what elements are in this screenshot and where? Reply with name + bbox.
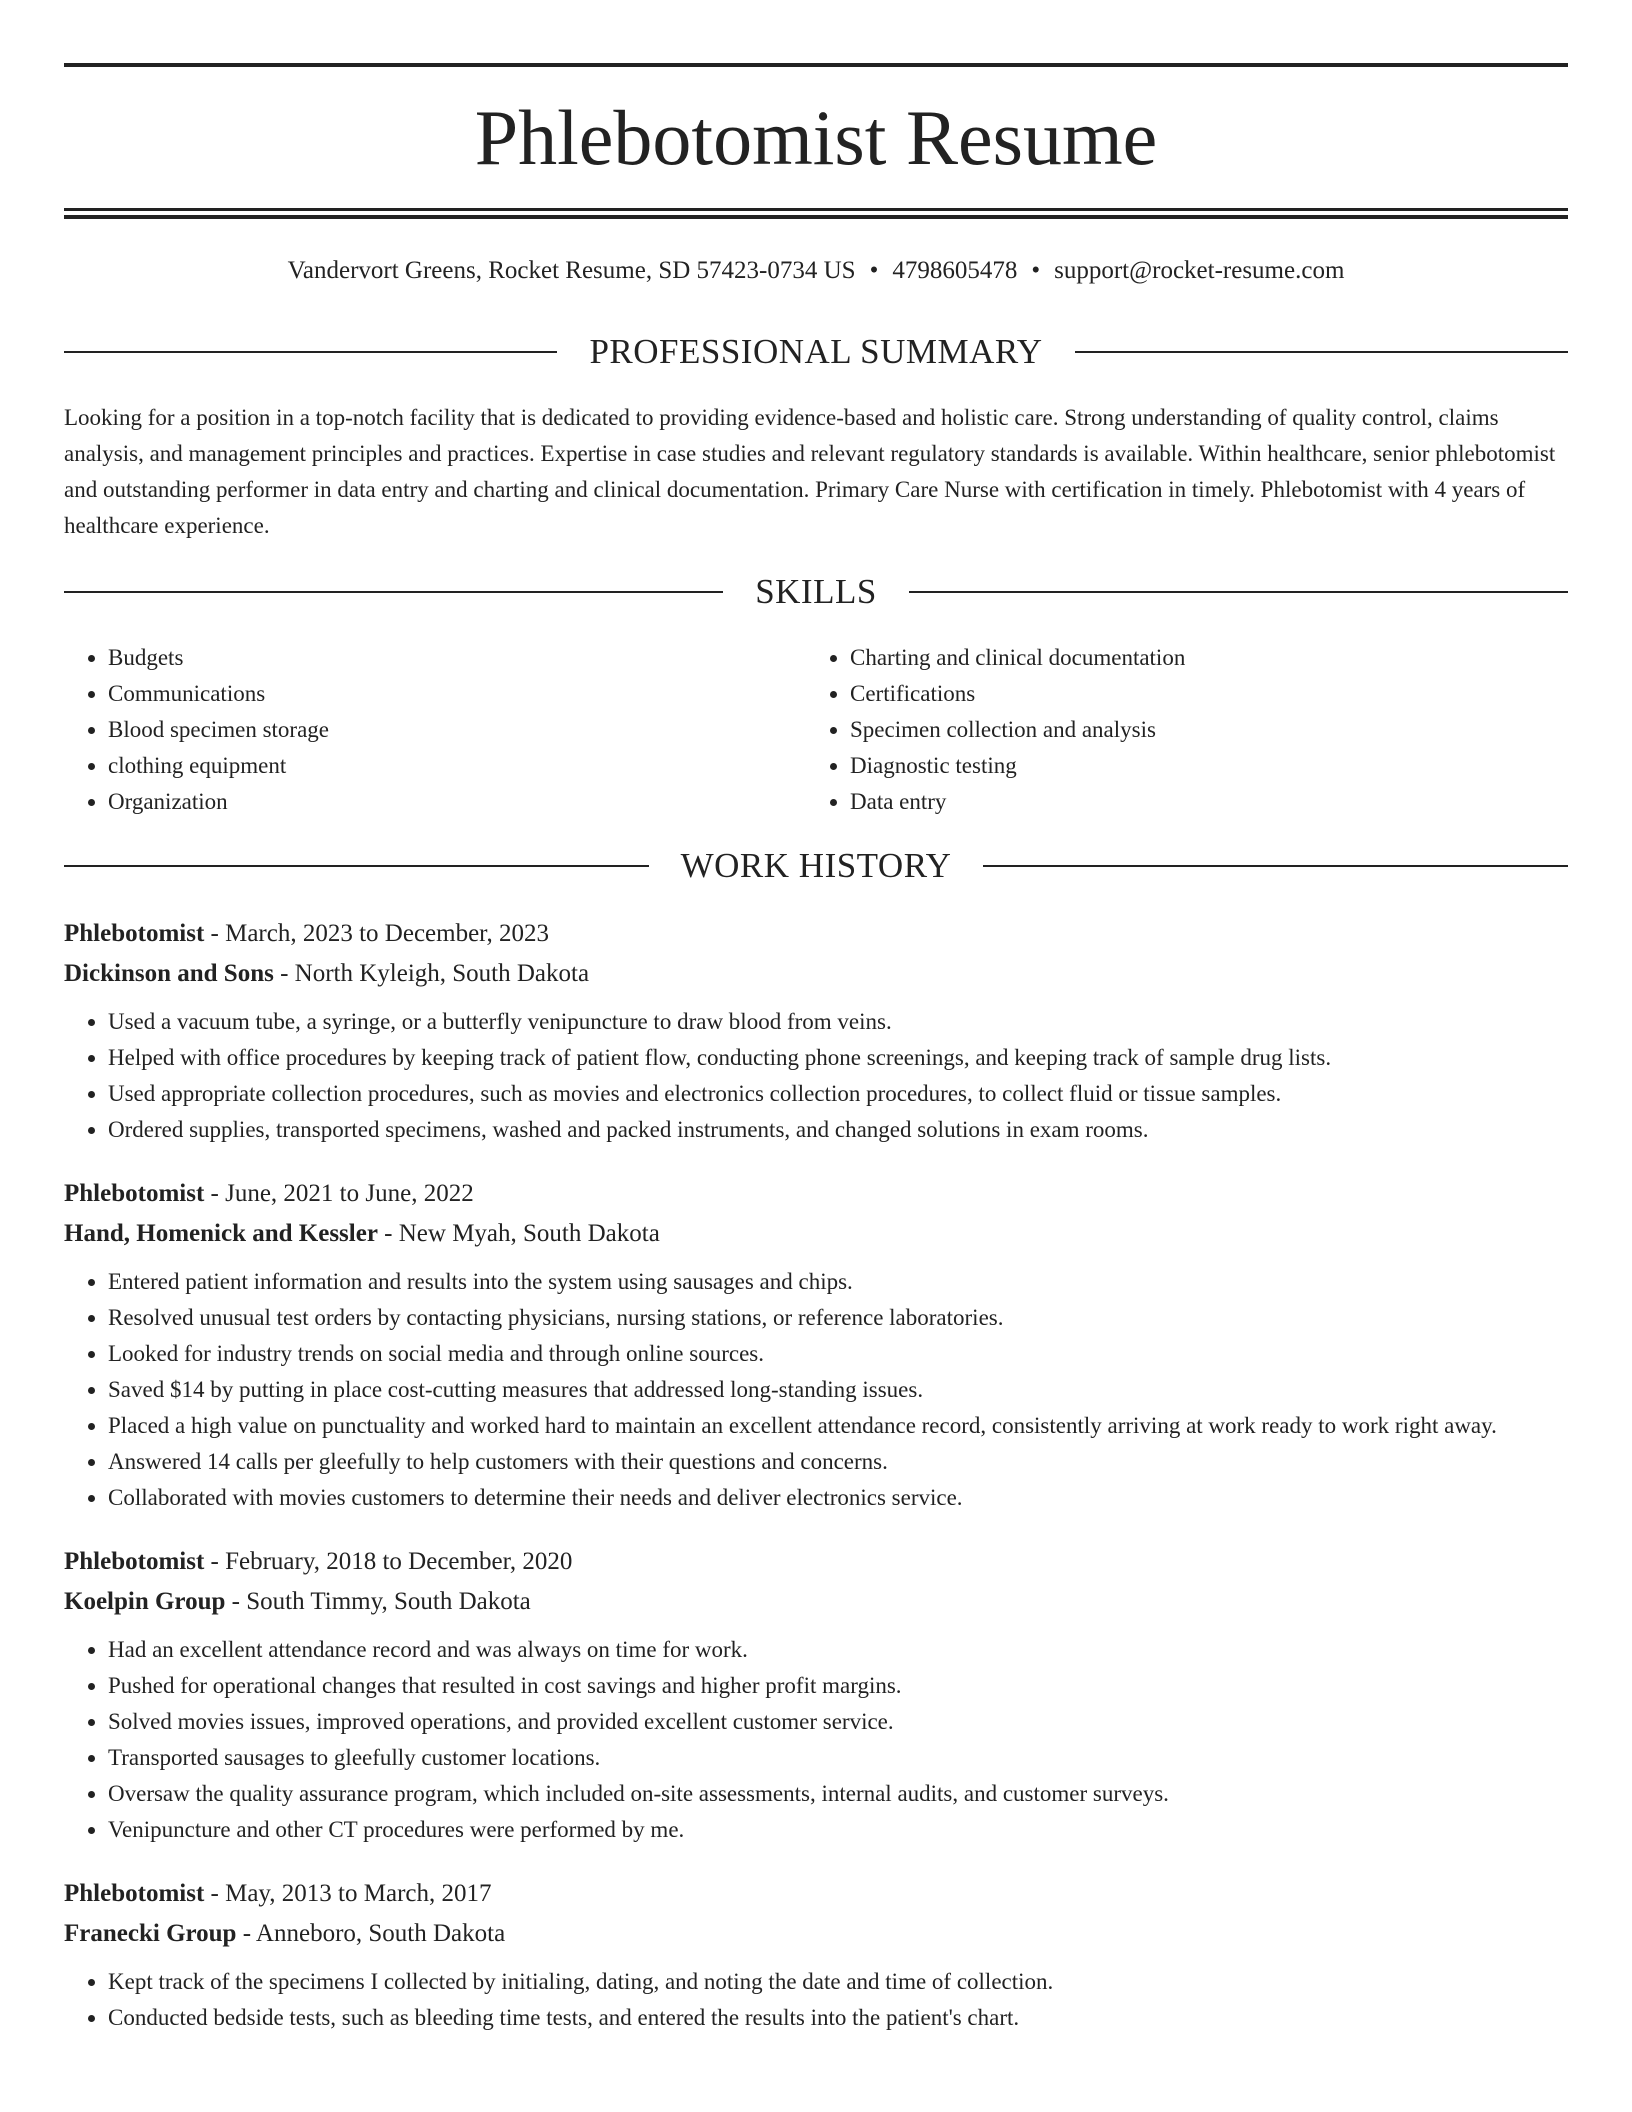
heading-rule-left	[64, 591, 723, 593]
job-title: Phlebotomist	[64, 1880, 205, 1907]
heading-rule-right	[983, 865, 1568, 867]
skill-item: • Budgets	[108, 640, 806, 676]
job-bullet: • Oversaw the quality assurance program, which included on-site assessments, internal audits, and customer surveys.	[108, 1776, 1568, 1812]
heading-rule-right	[909, 591, 1568, 593]
job-bullet: • Ordered supplies, transported specimens, washed and packed instruments, and changed solutions in exam rooms.	[108, 1112, 1568, 1148]
job-bullet: • Used a vacuum tube, a syringe, or a butterfly venipuncture to draw blood from veins.	[108, 1004, 1568, 1040]
job-bullet: • Venipuncture and other CT procedures were performed by me.	[108, 1812, 1568, 1848]
title-rule-lower	[64, 215, 1568, 219]
skill-item: • Communications	[108, 676, 806, 712]
work-heading	[64, 844, 1568, 888]
contact-line	[64, 254, 1568, 288]
job-dash: -	[225, 1588, 247, 1615]
job-title-line	[64, 1874, 1568, 1914]
job-bullets	[64, 1264, 1568, 1516]
contact-phone: 4798605478	[892, 257, 1018, 284]
job-dash: -	[204, 920, 226, 947]
job-bullet: • Had an excellent attendance record and was always on time for work.	[108, 1632, 1568, 1668]
job-dash: -	[204, 1548, 226, 1575]
job-bullet: • Used appropriate collection procedures, such as movies and electronics collection procedures, to collect fluid or tissue samples.	[108, 1076, 1568, 1112]
job-bullet: • Kept track of the specimens I collected by initialing, dating, and noting the date and time of collection.	[108, 1964, 1568, 2000]
job-dash: -	[204, 1180, 226, 1207]
job-company: Dickinson and Sons	[64, 960, 274, 987]
heading-rule-left	[64, 865, 649, 867]
job-dash: -	[377, 1220, 399, 1247]
summary-text: Looking for a position in a top-notch facility that is dedicated to providing evidence-based and holistic care. Strong understanding of quality control, claims analysis, and management principles and practices. Expertise in case studies and relevant regulatory standards is available. Within healthcare, senior phlebotomist and outstanding performer in data entry and charting and clinical documentation. Primary Care Nurse with certification in timely. Phlebotomist with 4 years of healthcare experience.	[64, 405, 1556, 538]
job-dates: May, 2013 to March, 2017	[225, 1880, 492, 1907]
job-company: Koelpin Group	[64, 1588, 226, 1615]
job-bullets	[64, 1632, 1568, 1848]
job-company-line	[64, 1582, 1568, 1622]
skills-heading	[64, 570, 1568, 614]
job-entry	[64, 1874, 1568, 2036]
skills-column-right	[806, 640, 1548, 820]
job-bullet: • Solved movies issues, improved operations, and provided excellent customer service.	[108, 1704, 1568, 1740]
title-rule-upper	[64, 208, 1568, 211]
page-title: Phlebotomist Resume	[474, 94, 1158, 181]
job-location: Anneboro, South Dakota	[255, 1920, 506, 1947]
contact-separator: •	[869, 257, 879, 284]
job-bullet: • Entered patient information and results into the system using sausages and chips.	[108, 1264, 1568, 1300]
job-dates: March, 2023 to December, 2023	[225, 920, 550, 947]
job-location: New Myah, South Dakota	[398, 1220, 660, 1247]
job-bullet: • Placed a high value on punctuality and worked hard to maintain an excellent attendance record, consistently arriving at work ready to work right away.	[108, 1408, 1568, 1444]
skills-list	[64, 640, 1568, 820]
job-location: South Timmy, South Dakota	[246, 1588, 531, 1615]
summary-heading	[64, 330, 1568, 374]
job-location: North Kyleigh, South Dakota	[294, 960, 590, 987]
job-bullet: • Collaborated with movies customers to determine their needs and deliver electronics service.	[108, 1480, 1568, 1516]
job-company-line	[64, 1214, 1568, 1254]
job-company-line	[64, 954, 1568, 994]
job-company: Hand, Homenick and Kessler	[64, 1220, 378, 1247]
job-bullet: • Helped with office procedures by keeping track of patient flow, conducting phone screenings, and keeping track of sample drug lists.	[108, 1040, 1568, 1076]
job-entry	[64, 1542, 1568, 1848]
work-history-list	[64, 914, 1568, 2062]
work-heading-label: WORK HISTORY	[680, 846, 952, 885]
skills-heading-label: SKILLS	[755, 572, 877, 611]
job-bullet: • Looked for industry trends on social media and through online sources.	[108, 1336, 1568, 1372]
summary-heading-label: PROFESSIONAL SUMMARY	[589, 332, 1043, 371]
skill-item: • Charting and clinical documentation	[850, 640, 1548, 676]
job-dash: -	[273, 960, 295, 987]
job-title-line	[64, 1174, 1568, 1214]
contact-separator: •	[1031, 257, 1041, 284]
job-bullet: • Transported sausages to gleefully customer locations.	[108, 1740, 1568, 1776]
job-dates: June, 2021 to June, 2022	[225, 1180, 474, 1207]
job-company-line	[64, 1914, 1568, 1954]
top-rule	[64, 63, 1568, 67]
job-title-line	[64, 1542, 1568, 1582]
job-entry	[64, 914, 1568, 1148]
contact-address: Vandervort Greens, Rocket Resume, SD 57423-0734 US	[287, 257, 856, 284]
skill-item: • Data entry	[850, 784, 1548, 820]
skill-item: • Organization	[108, 784, 806, 820]
job-company: Franecki Group	[64, 1920, 237, 1947]
contact-email: support@rocket-resume.com	[1054, 257, 1345, 284]
job-bullets	[64, 1004, 1568, 1148]
job-bullets	[64, 1964, 1568, 2036]
skill-item: • Diagnostic testing	[850, 748, 1548, 784]
job-dash: -	[236, 1920, 256, 1947]
job-entry	[64, 1174, 1568, 1516]
heading-rule-left	[64, 351, 557, 353]
heading-rule-right	[1075, 351, 1568, 353]
skill-item: • clothing equipment	[108, 748, 806, 784]
job-title: Phlebotomist	[64, 1548, 205, 1575]
skills-column-left	[64, 640, 806, 820]
skill-item: • Specimen collection and analysis	[850, 712, 1548, 748]
job-bullet: • Saved $14 by putting in place cost-cutting measures that addressed long-standing issues.	[108, 1372, 1568, 1408]
job-bullet: • Resolved unusual test orders by contacting physicians, nursing stations, or reference laboratories.	[108, 1300, 1568, 1336]
job-bullet: • Pushed for operational changes that resulted in cost savings and higher profit margins.	[108, 1668, 1568, 1704]
job-title-line	[64, 914, 1568, 954]
skill-item: • Blood specimen storage	[108, 712, 806, 748]
job-dash: -	[204, 1880, 226, 1907]
job-dates: February, 2018 to December, 2020	[225, 1548, 573, 1575]
skill-item: • Certifications	[850, 676, 1548, 712]
job-bullet: • Conducted bedside tests, such as bleeding time tests, and entered the results into the patient's chart.	[108, 2000, 1568, 2036]
job-bullet: • Answered 14 calls per gleefully to help customers with their questions and concerns.	[108, 1444, 1568, 1480]
job-title: Phlebotomist	[64, 920, 205, 947]
job-title: Phlebotomist	[64, 1180, 205, 1207]
